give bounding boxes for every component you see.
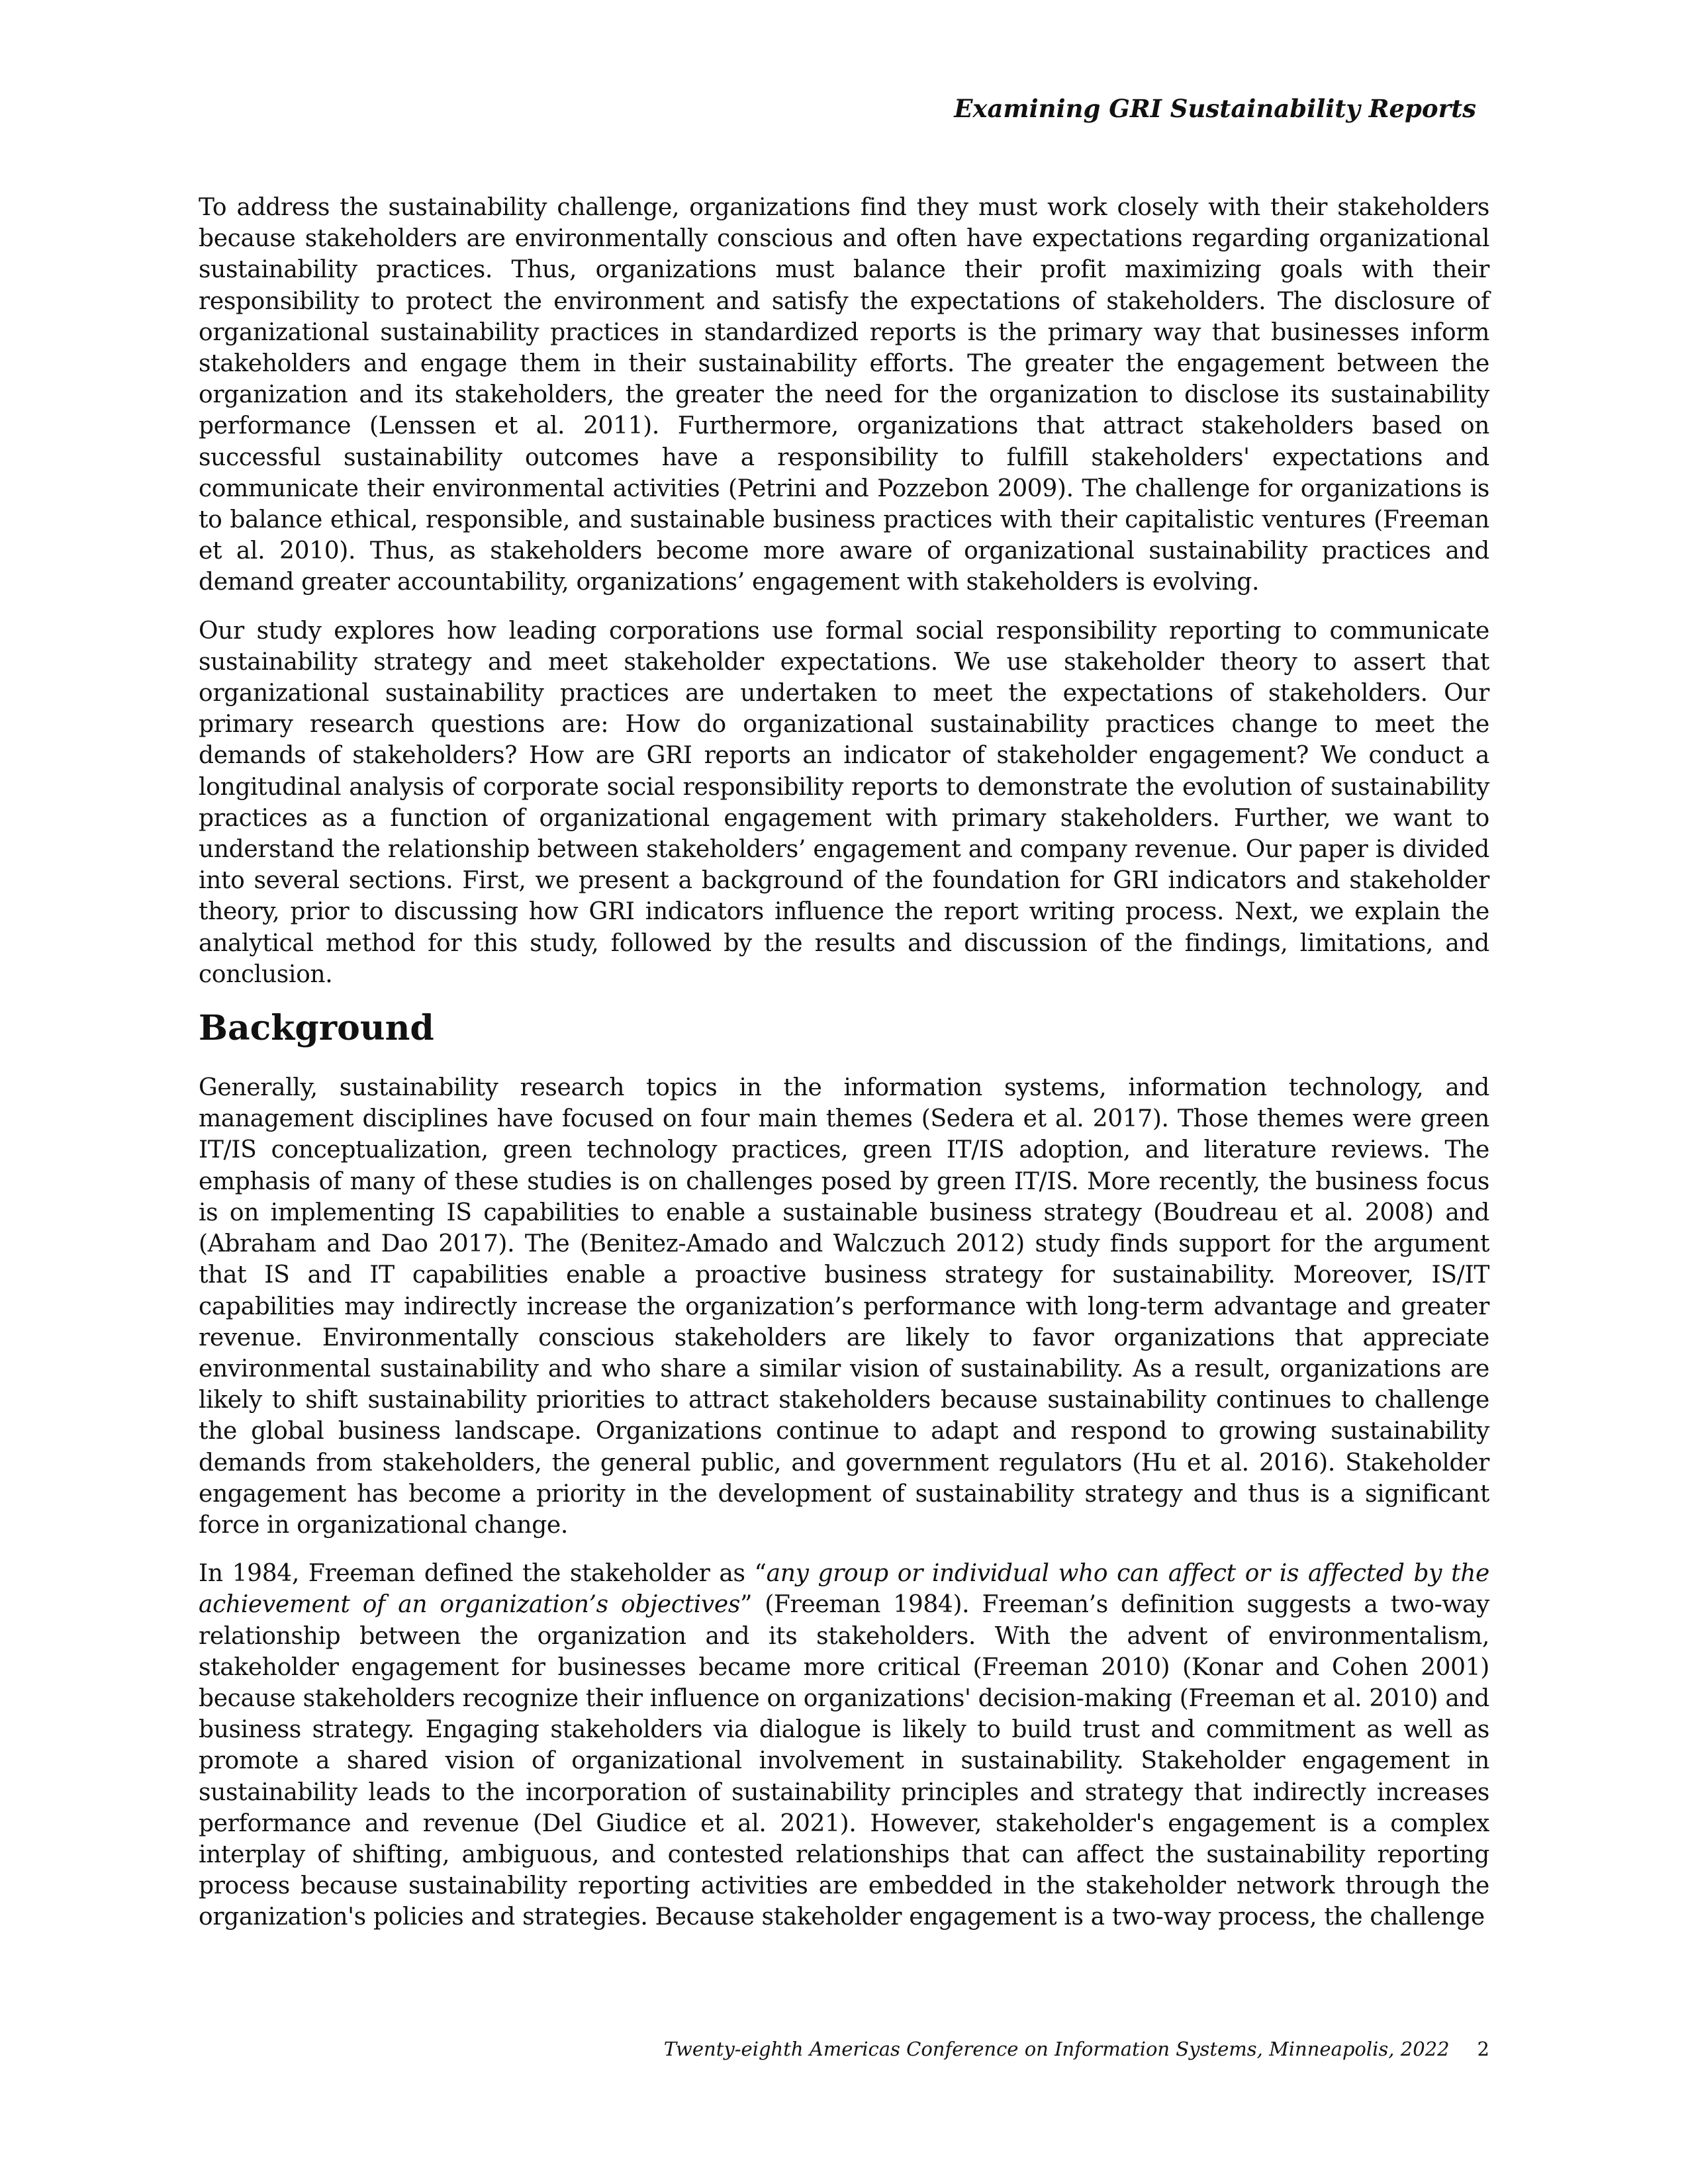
background-paragraph-1: Generally, sustainability research topics in the information systems, information technology, and management disciplines have focused on four main themes (Sedera et al. 2017). Those themes were green IT/IS conceptualization, green technology practices, green IT/IS adoption, and literature reviews. The emphasis of many of these studies is on challenges posed by green IT/IS. More recently, the business focus is on implementing IS capabilities to enable a sustainable business strategy (Boudreau et al. 2008) and (Abraham and Dao 2017). The (Benitez-Amado and Walczuch 2012) study finds support for the argument that IS and IT capabilities enable a proactive business strategy for sustainability. Moreover, IS/IT capabilities may indirectly increase the organization’s performance with long-term advantage and greater revenue. Environmentally conscious stakeholders are likely to favor organizations that appreciate environmental sustainability and who share a similar vision of sustainability. As a result, organizations are likely to shift sustainability priorities to attract stakeholders because sustainability continues to challenge the global business landscape. Organizations continue to adapt and respond to growing sustainability demands from stakeholders, the general public, and government regulators (Hu et al. 2016). Stakeholder engagement has become a priority in the development of sustainability strategy and thus is a significant force in organizational change.	[199, 1074, 1489, 1539]
section-heading-background: Background	[199, 1008, 434, 1049]
page-footer	[664, 2038, 1489, 2060]
background-paragraph-2	[199, 1558, 1489, 1933]
paragraph-continuation-text: ” (Freeman 1984). Freeman’s definition suggests a two-way relationship between the organization and its stakeholders. With the advent of environmentalism, stakeholder engagement for businesses became more critical (Freeman 2010) (Konar and Cohen 2001) because stakeholders recognize their influence on organizations' decision-making (Freeman et al. 2010) and business strategy. Engaging stakeholders via dialogue is likely to build trust and commitment as well as promote a shared vision of organizational involvement in sustainability. Stakeholder engagement in sustainability leads to the incorporation of sustainability principles and strategy that indirectly increases performance and revenue (Del Giudice et al. 2021). However, stakeholder's engagement is a complex interplay of shifting, ambiguous, and contested relationships that can affect the sustainability reporting process because sustainability reporting activities are embedded in the stakeholder network through the organization's policies and strategies. Because stakeholder engagement is a two-way process, the challenge	[199, 1591, 1489, 1931]
freeman-definition-quote: any group or individual who can affect or is affected by the achievement of an organization’s objectives	[199, 1560, 1489, 1619]
paragraph-lead-text: In 1984, Freeman defined the stakeholder as “	[199, 1560, 767, 1588]
intro-paragraph-1: To address the sustainability challenge, organizations find they must work closely with their stakeholders because stakeholders are environmentally conscious and often have expectations regarding organizational sustainability practices. Thus, organizations must balance their profit maximizing goals with their responsibility to protect the environment and satisfy the expectations of stakeholders. The disclosure of organizational sustainability practices in standardized reports is the primary way that businesses inform stakeholders and engage them in their sustainability efforts. The greater the engagement between the organization and its stakeholders, the greater the need for the organization to disclose its sustainability performance (Lenssen et al. 2011). Furthermore, organizations that attract stakeholders based on successful sustainability outcomes have a responsibility to fulfill stakeholders' expectations and communicate their environmental activities (Petrini and Pozzebon 2009). The challenge for organizations is to balance ethical, responsible, and sustainable business practices with their capitalistic ventures (Freeman et al. 2010). Thus, as stakeholders become more aware of organizational sustainability practices and demand greater accountability, organizations’ engagement with stakeholders is evolving.	[199, 194, 1489, 596]
page-body	[199, 192, 1489, 1950]
page-number: 2	[1477, 2038, 1489, 2060]
intro-paragraph-2: Our study explores how leading corporations use formal social responsibility reporting to communicate sustainability strategy and meet stakeholder expectations. We use stakeholder theory to assert that organizational sustainability practices are undertaken to meet the expectations of stakeholders. Our primary research questions are: How do organizational sustainability practices change to meet the demands of stakeholders? How are GRI reports an indicator of stakeholder engagement? We conduct a longitudinal analysis of corporate social responsibility reports to demonstrate the evolution of sustainability practices as a function of organizational engagement with primary stakeholders. Further, we want to understand the relationship between stakeholders’ engagement and company revenue. Our paper is divided into several sections. First, we present a background of the foundation for GRI indicators and stakeholder theory, prior to discussing how GRI indicators influence the report writing process. Next, we explain the analytical method for this study, followed by the results and discussion of the findings, limitations, and conclusion.	[199, 617, 1489, 988]
running-header-title: Examining GRI Sustainability Reports	[954, 94, 1476, 123]
footer-conference-name: Twenty-eighth Americas Conference on Information Systems, Minneapolis, 2022	[663, 2038, 1450, 2060]
